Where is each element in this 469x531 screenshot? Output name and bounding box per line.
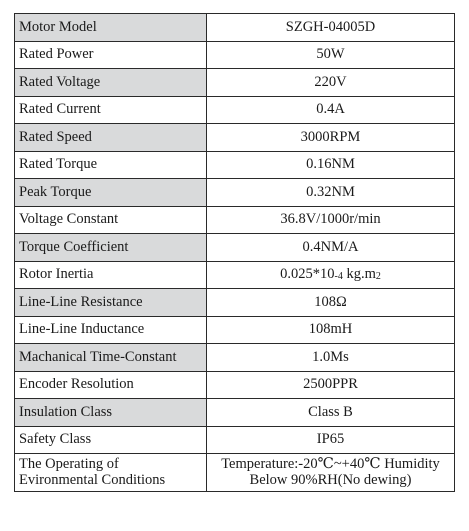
- motor-spec-table: [14, 13, 455, 492]
- spec-label: Torque Coefficient: [15, 234, 207, 262]
- spec-label: Line-Line Resistance: [15, 289, 207, 317]
- env-value-line-1: Temperature:-20℃~+40℃ Humidity: [221, 456, 440, 473]
- inertia-unit: kg.m: [342, 266, 376, 282]
- spec-value: IP65: [207, 426, 455, 454]
- spec-value: 0.4NM/A: [207, 234, 455, 262]
- spec-label: Insulation Class: [15, 399, 207, 427]
- spec-row-line-inductance: [15, 316, 455, 344]
- spec-value: 36.8V/1000r/min: [207, 206, 455, 234]
- spec-value: 220V: [207, 69, 455, 97]
- spec-label: Rated Power: [15, 41, 207, 69]
- spec-value: [207, 454, 455, 492]
- inertia-exponent: -4: [334, 271, 343, 282]
- spec-value: [207, 261, 455, 289]
- inertia-base: 0.025*10: [280, 266, 335, 282]
- spec-label: Safety Class: [15, 426, 207, 454]
- spec-row-insulation-class: [15, 399, 455, 427]
- spec-row-motor-model: [15, 14, 455, 42]
- spec-row-mechanical-time-constant: [15, 344, 455, 372]
- spec-value: Class B: [207, 399, 455, 427]
- spec-label: Rotor Inertia: [15, 261, 207, 289]
- spec-label: Rated Voltage: [15, 69, 207, 97]
- spec-row-peak-torque: [15, 179, 455, 207]
- spec-label: Rated Speed: [15, 124, 207, 152]
- spec-row-safety-class: [15, 426, 455, 454]
- spec-label: Rated Current: [15, 96, 207, 124]
- spec-row-torque-coefficient: [15, 234, 455, 262]
- spec-row-rated-torque: [15, 151, 455, 179]
- spec-label: Encoder Resolution: [15, 371, 207, 399]
- spec-label: [15, 454, 207, 492]
- spec-label: Motor Model: [15, 14, 207, 42]
- env-value-line-2: Below 90%RH(No dewing): [249, 471, 412, 488]
- inertia-unit-power: 2: [375, 271, 381, 282]
- spec-row-voltage-constant: [15, 206, 455, 234]
- spec-label: Rated Torque: [15, 151, 207, 179]
- spec-row-line-resistance: [15, 289, 455, 317]
- spec-row-rated-voltage: [15, 69, 455, 97]
- spec-row-rated-speed: [15, 124, 455, 152]
- spec-label: Machanical Time-Constant: [15, 344, 207, 372]
- spec-value: 0.4A: [207, 96, 455, 124]
- spec-label: Peak Torque: [15, 179, 207, 207]
- spec-label: Voltage Constant: [15, 206, 207, 234]
- env-label-line-2: Evironmental Conditions: [19, 471, 166, 488]
- spec-value: SZGH-04005D: [207, 14, 455, 42]
- env-label-line-1: The Operating of: [19, 456, 119, 473]
- spec-value: 50W: [207, 41, 455, 69]
- spec-value: 0.16NM: [207, 151, 455, 179]
- spec-value: 1.0Ms: [207, 344, 455, 372]
- spec-row-rated-current: [15, 96, 455, 124]
- spec-row-rated-power: [15, 41, 455, 69]
- spec-row-rotor-inertia: [15, 261, 455, 289]
- spec-value: 108Ω: [207, 289, 455, 317]
- spec-row-encoder-resolution: [15, 371, 455, 399]
- spec-row-environmental-conditions: [15, 454, 455, 492]
- spec-value: 0.32NM: [207, 179, 455, 207]
- spec-value: 108mH: [207, 316, 455, 344]
- spec-value: 2500PPR: [207, 371, 455, 399]
- spec-value: 3000RPM: [207, 124, 455, 152]
- spec-label: Line-Line Inductance: [15, 316, 207, 344]
